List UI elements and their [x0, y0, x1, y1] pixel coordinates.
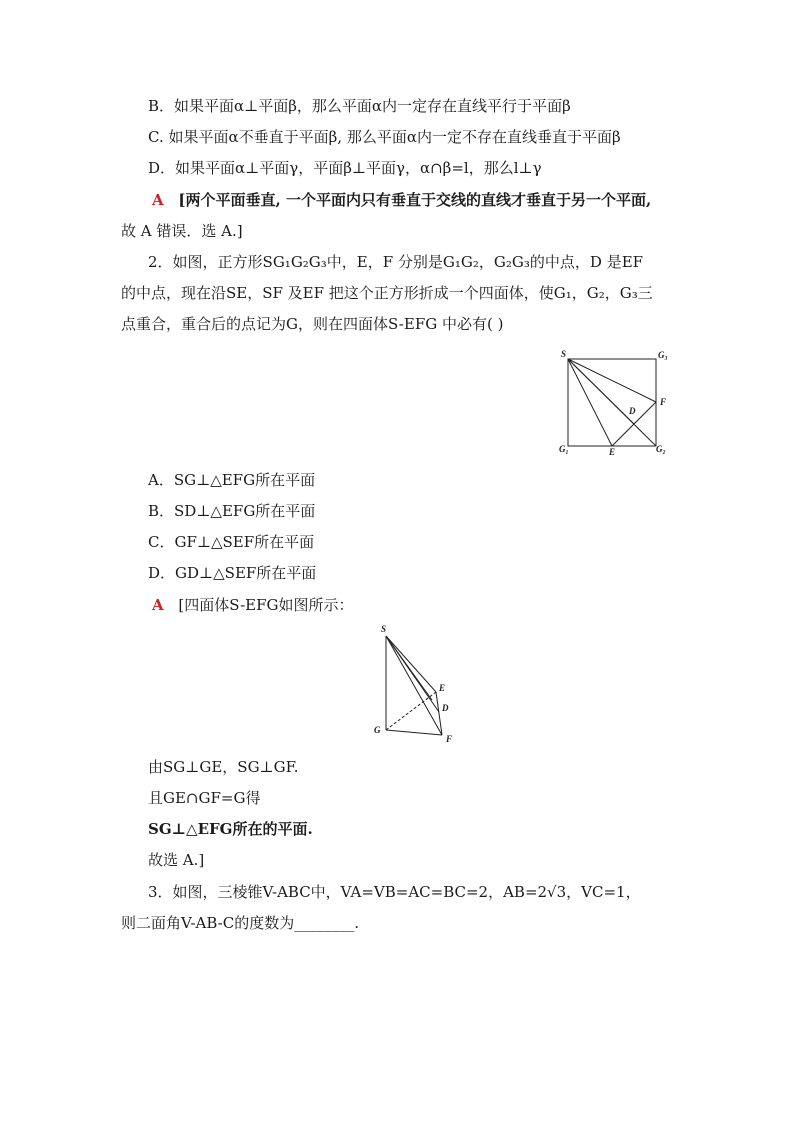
fold-se	[568, 359, 612, 446]
q3-stem-line1: 3．如图，三棱锥V-ABC中，VA=VB=AC=BC=2，AB=2√3，VC=1，	[148, 883, 641, 901]
edge-ef	[436, 692, 442, 735]
fig1-label-g3: G₃	[658, 350, 668, 360]
q1-option-d: D．如果平面α⊥平面γ，平面β⊥平面γ，α∩β=l，那么l⊥γ	[148, 159, 542, 177]
q2-explanation-line2: 且GE∩GF=G得	[148, 789, 261, 807]
q2-option-d: D．GD⊥△SEF所在平面	[148, 564, 317, 582]
q1-answer-letter: A	[152, 191, 164, 209]
fig1-label-e: E	[609, 447, 616, 457]
square-fold-figure	[556, 347, 672, 457]
fig2-label-e: E	[439, 683, 446, 693]
q2-answer-letter: A	[152, 596, 164, 614]
edge-se	[386, 636, 436, 692]
q1-explanation-line2: 故 A 错误．选 A.]	[121, 222, 243, 240]
edge-sf	[386, 636, 442, 735]
q1-option-c: C. 如果平面α不垂直于平面β, 那么平面α内一定不存在直线垂直于平面β	[148, 128, 621, 146]
fig1-label-f: F	[660, 397, 667, 407]
q2-stem-line1: 2．如图，正方形SG₁G₂G₃中，E，F 分别是G₁G₂，G₂G₃的中点，D 是EF	[148, 253, 644, 271]
fold-sf	[568, 359, 656, 402]
fig2-label-g: G	[374, 725, 381, 735]
q1-answer	[152, 190, 651, 210]
q2-explanation-intro: [四面体S-EFG如图所示：	[178, 596, 354, 614]
fig2-label-s: S	[381, 624, 387, 634]
edge-gf	[386, 730, 442, 735]
fig2-label-d: D	[442, 703, 449, 713]
fig1-label-g1: G₁	[559, 444, 569, 454]
q2-option-b: B．SD⊥△EFG所在平面	[148, 502, 316, 520]
fig1-label-d: D	[629, 406, 636, 416]
tetrahedron-figure	[372, 622, 462, 748]
q2-answer	[152, 595, 354, 615]
fig1-label-s: S	[561, 349, 567, 359]
q2-option-a: A．SG⊥△EFG所在平面	[148, 471, 316, 489]
q1-explanation-line1: [两个平面垂直, 一个平面内只有垂直于交线的直线才垂直于另一个平面,	[178, 191, 652, 209]
q2-explanation-line1: 由SG⊥GE，SG⊥GF.	[148, 758, 299, 776]
diagonal-sg2	[568, 359, 656, 446]
q2-explanation-line4: 故选 A.]	[148, 851, 205, 869]
q2-explanation-line3: SG⊥△EFG所在的平面.	[148, 820, 313, 838]
q3-stem-line2: 则二面角V-AB-C的度数为________.	[121, 914, 359, 932]
q2-option-c: C．GF⊥△SEF所在平面	[148, 533, 315, 551]
q1-option-b: B．如果平面α⊥平面β，那么平面α内一定存在直线平行于平面β	[148, 97, 571, 115]
fig1-label-g2: G₂	[656, 444, 666, 454]
q2-stem-line3: 点重合，重合后的点记为G，则在四面体S-EFG 中必有( )	[121, 315, 504, 333]
edge-s-inner	[386, 636, 432, 700]
fig2-label-f: F	[446, 734, 453, 744]
q2-stem-line2: 的中点，现在沿SE，SF 及EF 把这个正方形折成一个四面体，使G₁，G₂，G₃三	[121, 284, 653, 302]
